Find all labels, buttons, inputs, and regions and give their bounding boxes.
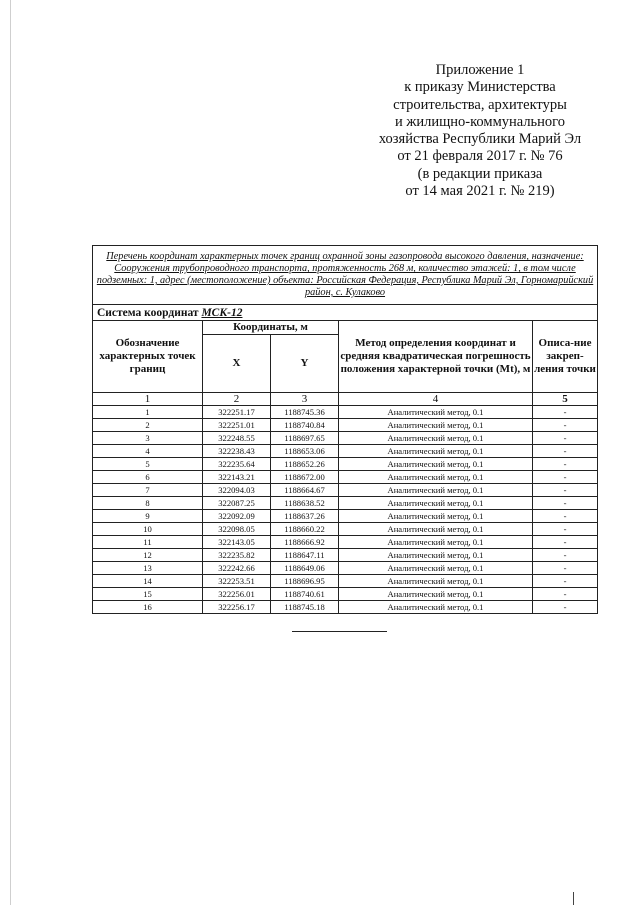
x-coordinate-cell: 322087.25 — [203, 497, 271, 510]
table-row — [93, 575, 598, 588]
x-coordinate-cell: 322235.64 — [203, 458, 271, 471]
table-row — [93, 484, 598, 497]
column-header-coords: Координаты, м — [203, 321, 339, 335]
description-cell: - — [533, 536, 598, 549]
y-coordinate-cell: 1188664.67 — [271, 484, 339, 497]
description-cell: - — [533, 497, 598, 510]
method-cell: Аналитический метод, 0.1 — [339, 458, 533, 471]
header-line: от 21 февраля 2017 г. № 76 — [397, 148, 563, 165]
column-number: 2 — [203, 393, 271, 406]
scan-mark — [573, 892, 574, 905]
point-number-cell: 3 — [93, 432, 203, 445]
point-number-cell: 12 — [93, 549, 203, 562]
method-cell: Аналитический метод, 0.1 — [339, 432, 533, 445]
y-coordinate-cell: 1188666.92 — [271, 536, 339, 549]
table-row — [93, 588, 598, 601]
header-line: Приложение 1 — [435, 62, 525, 78]
y-coordinate-cell: 1188696.95 — [271, 575, 339, 588]
table-row — [93, 406, 598, 419]
x-coordinate-cell: 322092.09 — [203, 510, 271, 523]
header-line: строительства, архитектуры — [393, 96, 567, 113]
table-row — [93, 471, 598, 484]
coordinate-system-value: МСК-12 — [201, 306, 243, 319]
description-cell: - — [533, 458, 598, 471]
description-cell: - — [533, 432, 598, 445]
description-cell: - — [533, 588, 598, 601]
x-coordinate-cell: 322143.05 — [203, 536, 271, 549]
y-coordinate-cell: 1188638.52 — [271, 497, 339, 510]
coordinate-system — [93, 305, 598, 321]
appendix-header — [360, 62, 600, 200]
table-row — [93, 458, 598, 471]
method-cell: Аналитический метод, 0.1 — [339, 406, 533, 419]
y-coordinate-cell: 1188672.00 — [271, 471, 339, 484]
description-cell: - — [533, 406, 598, 419]
point-number-cell: 5 — [93, 458, 203, 471]
method-cell: Аналитический метод, 0.1 — [339, 575, 533, 588]
method-cell: Аналитический метод, 0.1 — [339, 549, 533, 562]
method-cell: Аналитический метод, 0.1 — [339, 419, 533, 432]
table-row — [93, 497, 598, 510]
description-cell: - — [533, 445, 598, 458]
table-row — [93, 419, 598, 432]
point-number-cell: 1 — [93, 406, 203, 419]
column-header-description: Описа-ние закреп-ления точки — [533, 321, 598, 393]
x-coordinate-cell: 322242.66 — [203, 562, 271, 575]
y-coordinate-cell: 1188740.84 — [271, 419, 339, 432]
y-coordinate-cell: 1188652.26 — [271, 458, 339, 471]
y-coordinate-cell: 1188653.06 — [271, 445, 339, 458]
table-row — [93, 432, 598, 445]
method-cell: Аналитический метод, 0.1 — [339, 497, 533, 510]
method-cell: Аналитический метод, 0.1 — [339, 445, 533, 458]
x-coordinate-cell: 322251.01 — [203, 419, 271, 432]
header-line: (в редакции приказа — [417, 165, 543, 182]
description-cell: - — [533, 510, 598, 523]
y-coordinate-cell: 1188740.61 — [271, 588, 339, 601]
y-coordinate-cell: 1188745.36 — [271, 406, 339, 419]
column-number: 1 — [93, 393, 203, 406]
description-cell: - — [533, 523, 598, 536]
column-header-point: Обозначение характерных точек границ — [93, 321, 203, 393]
point-number-cell: 13 — [93, 562, 203, 575]
header-line: и жилищно-коммунального — [394, 113, 566, 130]
table-row — [93, 523, 598, 536]
description-cell: - — [533, 549, 598, 562]
coordinates-table — [92, 245, 598, 614]
description-cell: - — [533, 575, 598, 588]
point-number-cell: 8 — [93, 497, 203, 510]
y-coordinate-cell: 1188649.06 — [271, 562, 339, 575]
column-number: 3 — [271, 393, 339, 406]
point-number-cell: 9 — [93, 510, 203, 523]
table-row — [93, 445, 598, 458]
description-cell: - — [533, 562, 598, 575]
description-cell: - — [533, 471, 598, 484]
description-cell: - — [533, 484, 598, 497]
point-number-cell: 11 — [93, 536, 203, 549]
x-coordinate-cell: 322094.03 — [203, 484, 271, 497]
table-row — [93, 549, 598, 562]
point-number-cell: 6 — [93, 471, 203, 484]
method-cell: Аналитический метод, 0.1 — [339, 523, 533, 536]
description-cell: - — [533, 601, 598, 614]
x-coordinate-cell: 322256.17 — [203, 601, 271, 614]
x-coordinate-cell: 322253.51 — [203, 575, 271, 588]
table-row — [93, 510, 598, 523]
table-row — [93, 601, 598, 614]
y-coordinate-cell: 1188637.26 — [271, 510, 339, 523]
closing-line — [292, 631, 387, 632]
header-line: от 14 мая 2021 г. № 219) — [405, 183, 555, 200]
column-header-method: Метод определения координат и средняя квадратическая погрешность положения характерной точки (Mt), м — [339, 321, 533, 393]
point-number-cell: 2 — [93, 419, 203, 432]
method-cell: Аналитический метод, 0.1 — [339, 601, 533, 614]
header-line: к приказу Министерства — [404, 79, 556, 96]
x-coordinate-cell: 322235.82 — [203, 549, 271, 562]
header-line: хозяйства Республики Марий Эл — [378, 131, 582, 148]
column-header-x: X — [203, 335, 271, 393]
method-cell: Аналитический метод, 0.1 — [339, 588, 533, 601]
table-row — [93, 562, 598, 575]
y-coordinate-cell: 1188697.65 — [271, 432, 339, 445]
point-number-cell: 15 — [93, 588, 203, 601]
method-cell: Аналитический метод, 0.1 — [339, 510, 533, 523]
table-title: Перечень координат характерных точек границ охранной зоны газопровода высокого давления, назначение: Сооружения трубопроводного транспорта, протяженность 268 м, количество этажей: 1, в том числе подземных: 1, адрес (местоположение) объекта: Российская Федерация, Республика Марий Эл, Горномарийский район, с. Кулаково — [93, 246, 598, 305]
point-number-cell: 16 — [93, 601, 203, 614]
x-coordinate-cell: 322143.21 — [203, 471, 271, 484]
x-coordinate-cell: 322238.43 — [203, 445, 271, 458]
column-number: 5 — [533, 393, 598, 406]
point-number-cell: 7 — [93, 484, 203, 497]
x-coordinate-cell: 322251.17 — [203, 406, 271, 419]
column-number: 4 — [339, 393, 533, 406]
column-header-y: Y — [271, 335, 339, 393]
description-cell: - — [533, 419, 598, 432]
point-number-cell: 14 — [93, 575, 203, 588]
method-cell: Аналитический метод, 0.1 — [339, 536, 533, 549]
coordinate-system-label: Система координат — [97, 306, 199, 319]
method-cell: Аналитический метод, 0.1 — [339, 471, 533, 484]
x-coordinate-cell: 322256.01 — [203, 588, 271, 601]
x-coordinate-cell: 322248.55 — [203, 432, 271, 445]
y-coordinate-cell: 1188647.11 — [271, 549, 339, 562]
y-coordinate-cell: 1188660.22 — [271, 523, 339, 536]
method-cell: Аналитический метод, 0.1 — [339, 562, 533, 575]
method-cell: Аналитический метод, 0.1 — [339, 484, 533, 497]
x-coordinate-cell: 322098.05 — [203, 523, 271, 536]
point-number-cell: 10 — [93, 523, 203, 536]
table-row — [93, 536, 598, 549]
y-coordinate-cell: 1188745.18 — [271, 601, 339, 614]
point-number-cell: 4 — [93, 445, 203, 458]
page-left-edge — [10, 0, 11, 905]
